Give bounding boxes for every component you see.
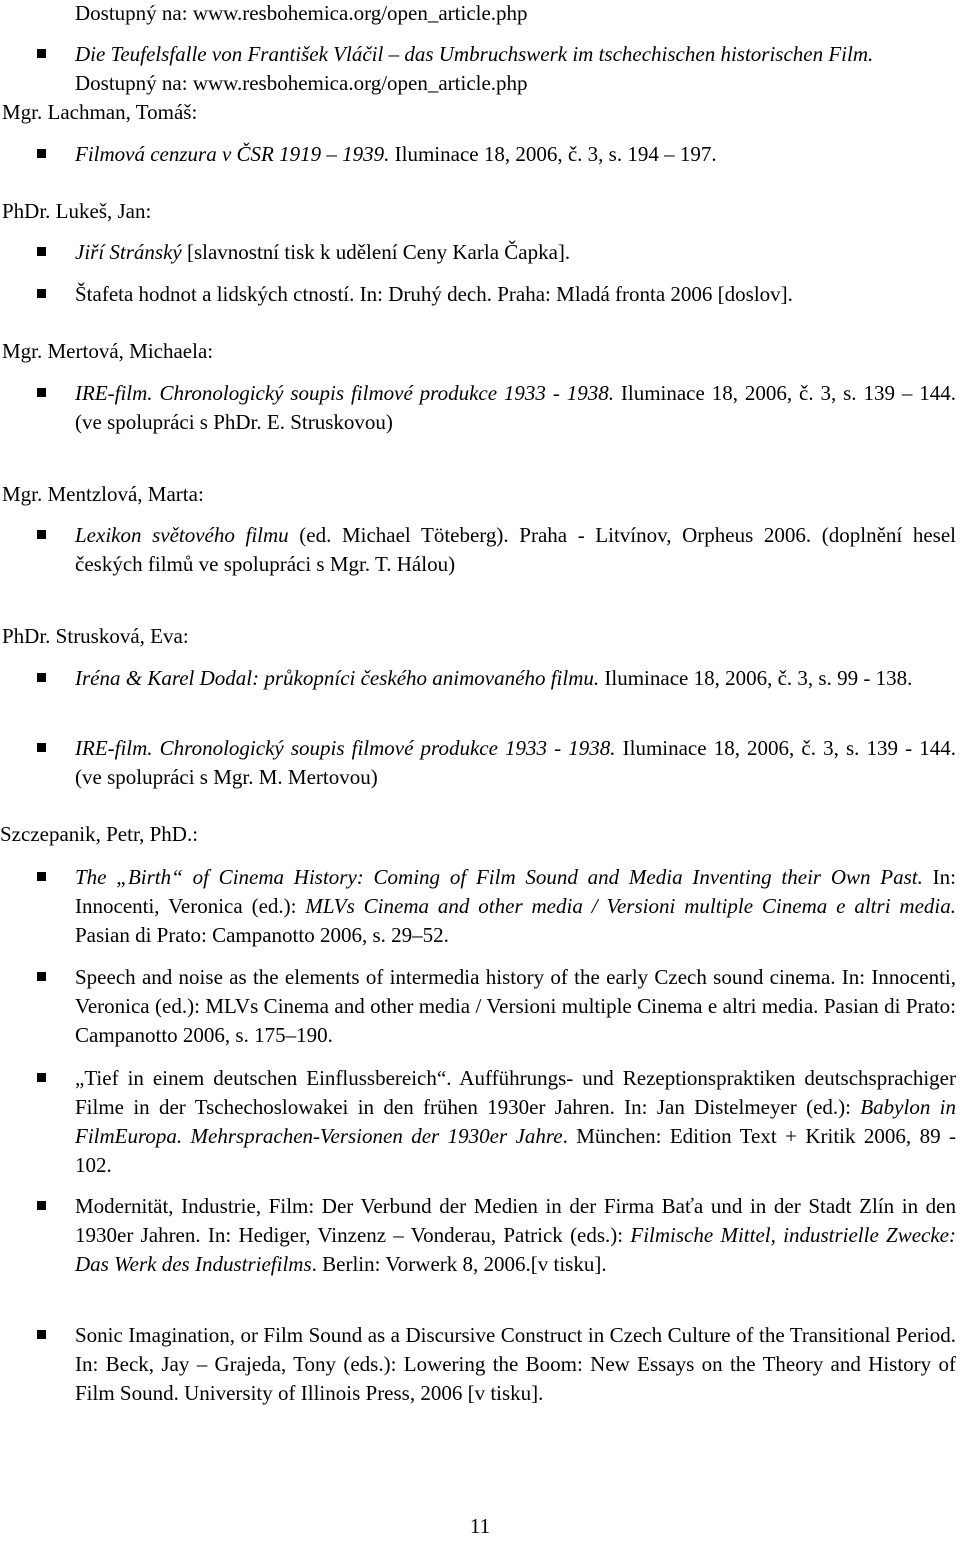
text-segment: Modernität, Industrie, Film: Der Verbund der Medien in der Firma Baťa und in der Stadt Zlín in den 1930er Jahren. In: Hediger, Vinzenz – Vonderau, Patrick (eds.): (75, 1194, 956, 1247)
bibliography-entry (75, 379, 956, 437)
text-segment: Dostupný na: www.resbohemica.org/open_article.php (75, 71, 528, 95)
italic-title: Babylon in FilmEuropa. Mehrsprachen-Versionen der 1930er Jahre (75, 1095, 956, 1148)
text-segment: PhDr. Lukeš, Jan: (2, 199, 152, 223)
italic-title: Jiří Stránský (75, 240, 182, 264)
bibliography-entry (75, 863, 956, 950)
bibliography-entry (75, 1064, 956, 1180)
text-segment: Dostupný na: www.resbohemica.org/open_article.php (75, 1, 528, 25)
text-segment: Iluminace 18, 2006, č. 3, s. 139 – 144. (ve spolupráci s PhDr. E. Struskovou) (75, 381, 956, 434)
text-segment: Iluminace 18, 2006, č. 3, s. 139 - 144. (ve spolupráci s Mgr. M. Mertovou) (75, 736, 956, 789)
bibliography-entry (75, 1321, 956, 1408)
text-segment: Iluminace 18, 2006, č. 3, s. 194 – 197. (389, 142, 717, 166)
author-heading (2, 480, 204, 509)
text-segment: Pasian di Prato: Campanotto 2006, s. 29–52. (75, 923, 449, 947)
bibliography-entry (75, 238, 956, 267)
italic-title: Iréna & Karel Dodal: průkopníci českého animovaného filmu. (75, 666, 600, 690)
text-line (75, 0, 956, 28)
bibliography-entry (75, 280, 956, 309)
text-segment: Iluminace 18, 2006, č. 3, s. 99 - 138. (599, 666, 913, 690)
bibliography-entry (75, 664, 956, 693)
text-segment: Štafeta hodnot a lidských ctností. In: Druhý dech. Praha: Mladá fronta 2006 [doslov]. (75, 282, 793, 306)
bibliography-entry (75, 734, 956, 792)
author-heading (2, 337, 213, 366)
text-segment: (ed. Michael Töteberg). Praha - Litvínov, Orpheus 2006. (doplnění hesel českých filmů ve spolupráci s Mgr. T. Hálou) (75, 523, 956, 576)
page-number: 11 (469, 1514, 491, 1538)
text-segment: Mgr. Lachman, Tomáš: (2, 100, 198, 124)
bibliography-entry (75, 1192, 956, 1279)
bibliography-entry (75, 521, 956, 579)
italic-title: Die Teufelsfalle von František Vláčil – das Umbruchswerk im tschechischen historischen Film. (75, 42, 874, 66)
author-heading (0, 820, 198, 849)
italic-title: Filmische Mittel, industrielle Zwecke: Das Werk des Industriefilms (75, 1223, 956, 1276)
text-segment: Mgr. Mentzlová, Marta: (2, 482, 204, 506)
text-segment: Mgr. Mertová, Michaela: (2, 339, 214, 363)
text-segment: „Tief in einem deutschen Einflussbereich“. Aufführungs- und Rezeptionspraktiken deutschsprachiger Filme in der Tschechoslowakei in den frühen 1930er Jahren. In: Jan Distelmeyer (ed.): (75, 1066, 956, 1119)
italic-title: MLVs Cinema and other media / Versioni multiple Cinema e altri media. (305, 894, 956, 918)
text-segment: . Berlin: Vorwerk 8, 2006.[v tisku]. (311, 1252, 607, 1276)
italic-title: IRE-film. Chronologický soupis filmové produkce 1933 - 1938. (75, 736, 616, 760)
text-segment: In: Innocenti, Veronica (ed.): (75, 865, 957, 918)
italic-title: Lexikon světového filmu (75, 523, 289, 547)
bibliography-entry (75, 40, 956, 98)
text-segment: Szczepanik, Petr, PhD.: (0, 822, 199, 846)
text-segment: PhDr. Strusková, Eva: (2, 624, 189, 648)
italic-title: IRE-film. Chronologický soupis filmové produkce 1933 - 1938. (75, 381, 614, 405)
author-heading (2, 197, 151, 226)
bibliography-entry (75, 963, 956, 1050)
author-heading (2, 98, 197, 127)
italic-title: The „Birth“ of Cinema History: Coming of Film Sound and Media Inventing their Own Past. (75, 865, 923, 889)
italic-title: Filmová cenzura v ČSR 1919 – 1939. (75, 142, 390, 166)
bibliography-entry (75, 140, 956, 169)
text-segment: Sonic Imagination, or Film Sound as a Discursive Construct in Czech Culture of the Transitional Period. In: Beck, Jay – Grajeda, Tony (eds.): Lowering the Boom: New Essays on the Theory and History of Film Sound. University of Illinois Press, 2006 [v tisku]. (75, 1323, 956, 1405)
text-segment: Speech and noise as the elements of intermedia history of the early Czech sound cinema. In: Innocenti, Veronica (ed.): MLVs Cinema and other media / Versioni multiple Cinema e altri media. Pasian di Prato: Campanotto 2006, s. 175–190. (75, 965, 956, 1047)
text-segment: [slavnostní tisk k udělení Ceny Karla Čapka]. (181, 240, 571, 264)
text-segment: . München: Edition Text + Kritik 2006, 89 - 102. (75, 1124, 956, 1177)
author-heading (2, 622, 189, 651)
